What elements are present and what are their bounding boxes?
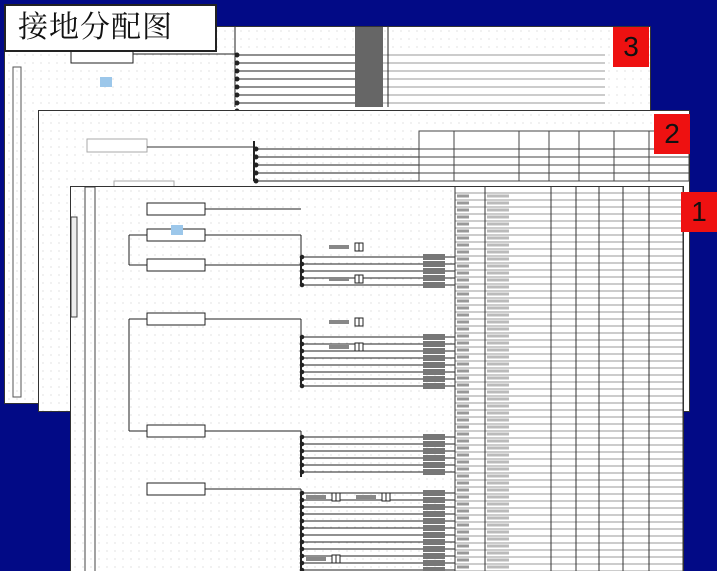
sheet-badge-1: 1 bbox=[681, 192, 717, 232]
sheet-badge-2: 2 bbox=[654, 114, 690, 154]
drawing-sheet-1 bbox=[70, 186, 684, 571]
sheet-1-diagram bbox=[71, 187, 683, 571]
sheet-badge-3: 3 bbox=[613, 27, 649, 67]
slide-title: 接地分配图 bbox=[4, 4, 217, 52]
